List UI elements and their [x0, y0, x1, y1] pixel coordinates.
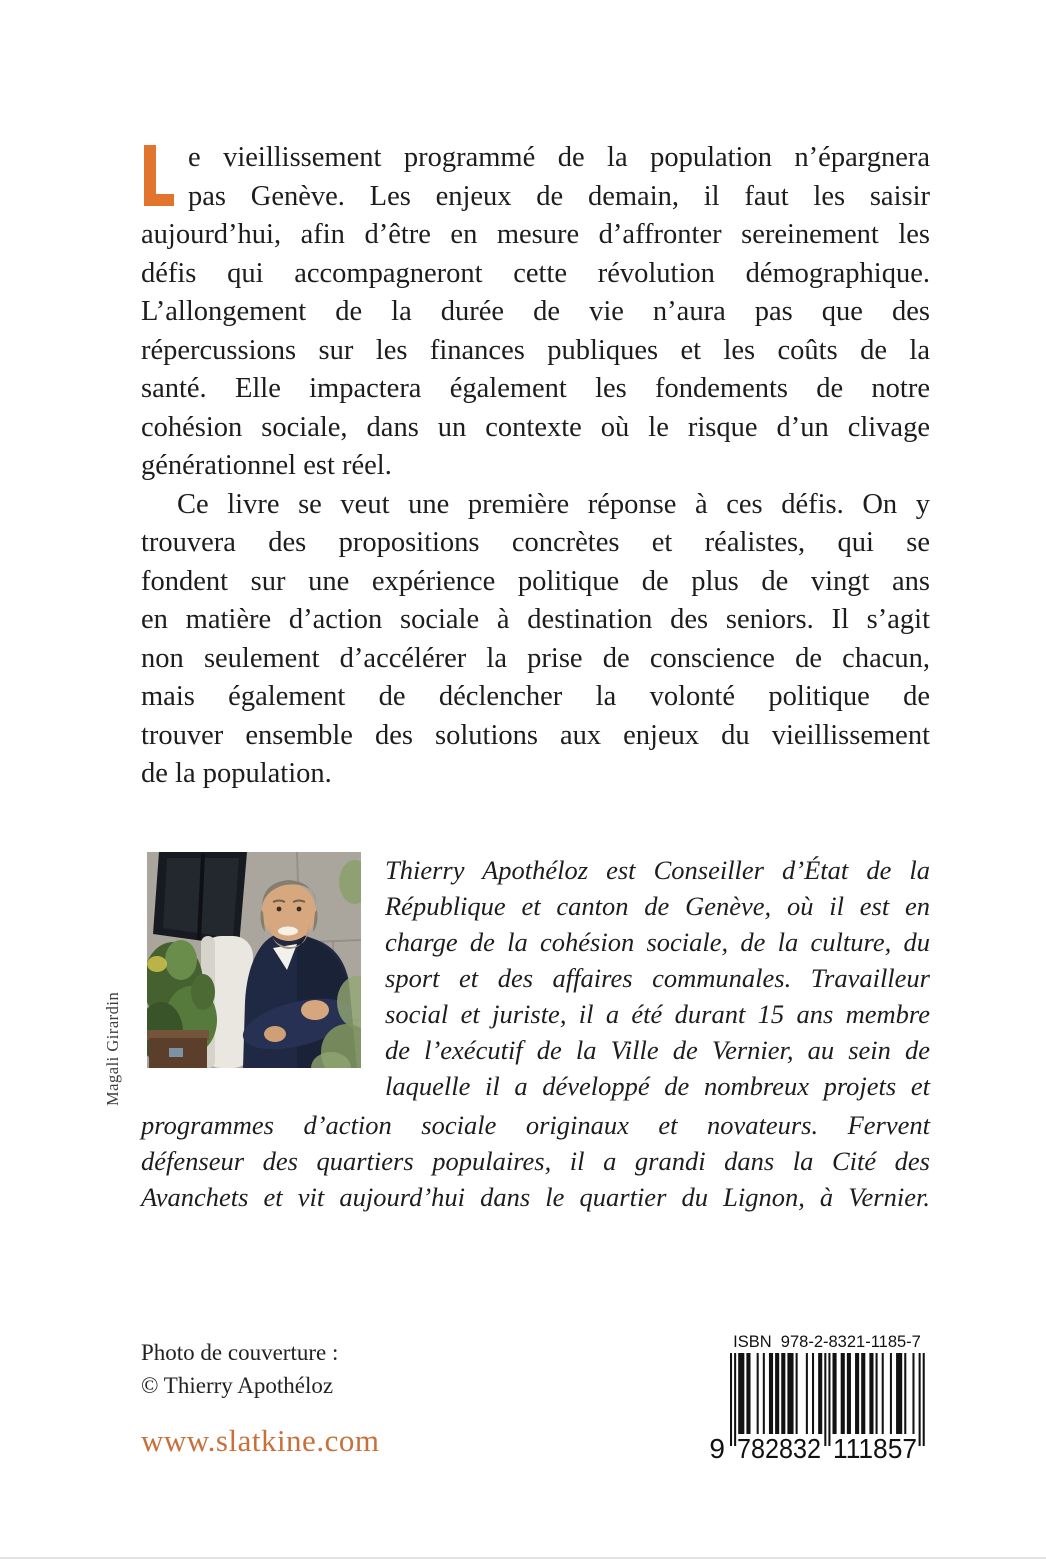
barcode-digits-group-1: 782832 — [737, 1433, 821, 1464]
synopsis-line: non seulement d’accélérer la prise de conscience de chacun, — [141, 642, 930, 674]
author-bio-line: Avanchets et vit aujourd’hui dans le quartier du Lignon, à Vernier. — [141, 1182, 930, 1212]
author-bio-line: social et juriste, il a été durant 15 ans membre — [385, 999, 930, 1029]
author-photo — [147, 852, 361, 1068]
synopsis-line: en matière d’action sociale à destination des seniors. Il s’agit — [141, 604, 930, 635]
author-bio-line: République et canton de Genève, où il est en — [385, 891, 930, 921]
synopsis-line: pas Genève. Les enjeux de demain, il faut les saisir — [188, 180, 930, 212]
author-bio-column — [385, 852, 930, 1104]
author-bio-line: laquelle il a développé de nombreux projets et — [385, 1071, 930, 1101]
synopsis-line: défis qui accompagneront cette révolution démographique. — [141, 257, 930, 289]
photo-credit-vertical: Magali Girardin — [103, 991, 122, 1106]
synopsis-line: L’allongement de la durée de vie n’aura pas que des — [141, 296, 930, 327]
author-photo-block — [103, 852, 385, 1106]
dropcap-letter-L — [144, 145, 174, 206]
synopsis-line: répercussions sur les finances publiques et les coûts de la — [141, 334, 930, 366]
author-bio-line: défenseur des quartiers populaires, il a grandi dans la Cité des — [141, 1146, 930, 1176]
cover-photo-credit-label: Photo de couverture : — [141, 1340, 339, 1365]
isbn-label: ISBN 978-2-8321-1185-7 — [733, 1333, 921, 1351]
author-bio-full-width — [141, 1107, 930, 1215]
author-bio-section — [103, 852, 930, 1215]
synopsis-line: fondent sur une expérience politique de plus de vingt ans — [141, 565, 930, 597]
synopsis-line: mais également de déclencher la volonté politique de — [141, 681, 930, 712]
author-bio-line: sport et des affaires communales. Travailleur — [385, 963, 930, 993]
synopsis-paragraph-1 — [141, 139, 930, 486]
synopsis-line: générationnel est réel. — [141, 450, 392, 481]
synopsis-line: de la population. — [141, 758, 332, 789]
dropcap-letter-text — [156, 145, 157, 146]
synopsis-line: trouvera des propositions concrètes et réalistes, qui se — [141, 527, 930, 558]
author-bio-line: Thierry Apothéloz est Conseiller d’État de la — [385, 855, 930, 885]
synopsis-line: trouver ensemble des solutions aux enjeux du vieillissement — [141, 719, 930, 751]
barcode-digit-lead: 9 — [709, 1433, 725, 1464]
synopsis — [141, 139, 930, 794]
publisher-website: www.slatkine.com — [141, 1423, 380, 1458]
barcode-svg — [695, 1330, 935, 1466]
author-photo-illustration — [147, 852, 361, 1068]
isbn-barcode — [695, 1330, 935, 1466]
author-bio-line: programmes d’action sociale originaux et novateurs. Fervent — [141, 1110, 930, 1140]
synopsis-line: e vieillissement programmé de la population n’épargnera — [188, 142, 930, 173]
synopsis-line: cohésion sociale, dans un contexte où le risque d’un clivage — [141, 411, 930, 443]
synopsis-line: Ce livre se veut une première réponse à ces défis. On y — [177, 488, 930, 520]
barcode-digits-group-2: 111857 — [833, 1433, 917, 1464]
cover-photo-credit — [141, 1337, 338, 1402]
author-bio-line: de l’exécutif de la Ville de Vernier, au sein de — [385, 1035, 930, 1065]
synopsis-paragraph-2 — [141, 486, 930, 794]
cover-photo-credit-name: © Thierry Apothéloz — [141, 1372, 334, 1398]
synopsis-line: santé. Elle impactera également les fondements de notre — [141, 373, 930, 404]
synopsis-line: aujourd’hui, afin d’être en mesure d’affronter sereinement les — [141, 219, 930, 250]
author-bio-line: charge de la cohésion sociale, de la culture, du — [385, 927, 930, 957]
